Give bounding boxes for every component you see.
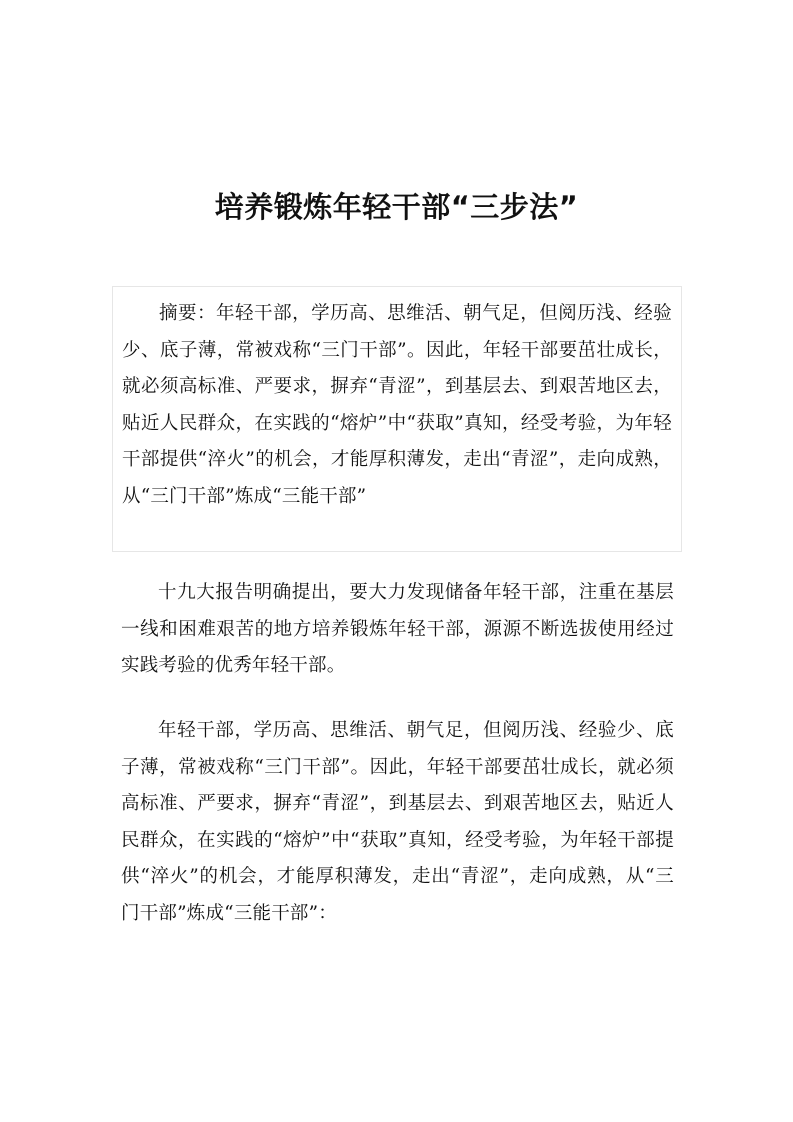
abstract-box	[112, 286, 682, 552]
body-paragraph: 十九大报告明确提出，要大力发现储备年轻干部，注重在基层一线和困难艰苦的地方培养锻炼年轻干部，源源不断选拔使用经过实践考验的优秀年轻干部。	[121, 582, 674, 676]
abstract-text: 摘要：年轻干部，学历高、思维活、朝气足，但阅历浅、经验少、底子薄，常被戏称“三门干部”。因此，年轻干部要茁壮成长，就必须高标准、严要求，摒弃“青涩”，到基层去、到艰苦地区去，贴近人民群众，在实践的“熔炉”中“获取”真知，经受考验，为年轻干部提供“淬火”的机会，才能厚积薄发，走出“青涩”，走向成熟，从“三门干部”炼成“三能干部”	[122, 303, 672, 507]
body-paragraph: 年轻干部，学历高、思维活、朝气足，但阅历浅、经验少、底子薄，常被戏称“三门干部”。因此，年轻干部要茁壮成长，就必须高标准、严要求，摒弃“青涩”，到基层去、到艰苦地区去，贴近人民群众，在实践的“熔炉”中“获取”真知，经受考验，为年轻干部提供“淬火”的机会，才能厚积薄发，走出“青涩”，走向成熟，从“三门干部”炼成“三能干部”：	[121, 720, 674, 924]
document-title: 培养锻炼年轻干部“三步法”	[214, 190, 579, 224]
